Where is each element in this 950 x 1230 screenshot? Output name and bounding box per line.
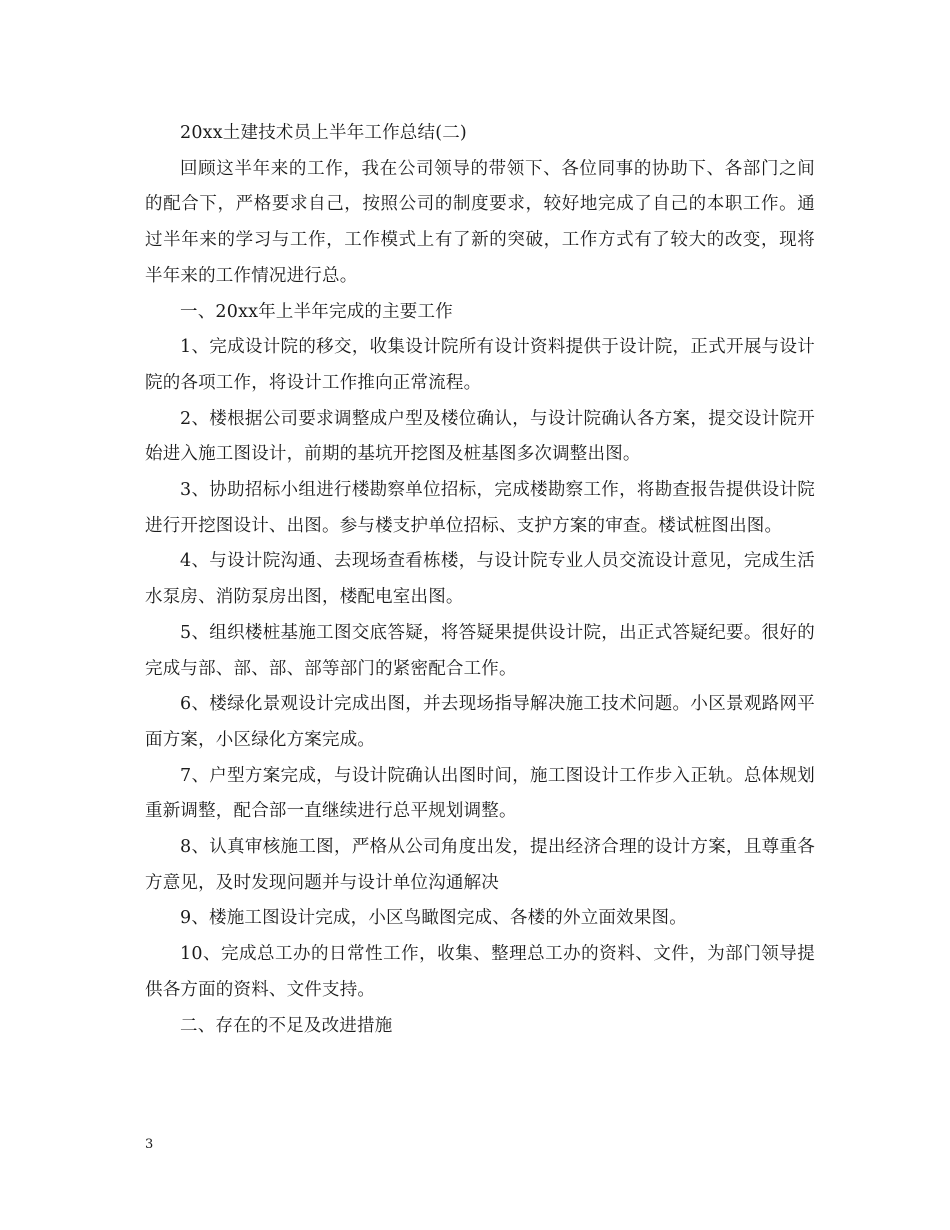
work-item-8: 8、认真审核施工图，严格从公司角度出发，提出经济合理的设计方案，且尊重各方意见，及时发现问题并与设计单位沟通解决: [145, 837, 815, 893]
work-item-4: 4、与设计院沟通、去现场查看栋楼，与设计院专业人员交流设计意见，完成生活水泵房、消防泵房出图，楼配电室出图。: [145, 551, 815, 608]
work-item-6: 6、楼绿化景观设计完成出图，并去现场指导解决施工技术问题。小区景观路网平面方案，小区绿化方案完成。: [145, 694, 815, 750]
work-item-7: 7、户型方案完成，与设计院确认出图时间，施工图设计工作步入正轨。总体规划重新调整，配合部一直继续进行总平规划调整。: [145, 765, 815, 822]
document-title: 20xx土建技术员上半年工作总结(二): [180, 123, 467, 143]
section-heading-shortcomings: 二、存在的不足及改进措施: [180, 1015, 393, 1036]
work-item-5: 5、组织楼桩基施工图交底答疑，将答疑果提供设计院，出正式答疑纪要。很好的完成与部、部、部、部等部门的紧密配合工作。: [145, 622, 815, 679]
intro-paragraph: 回顾这半年来的工作，我在公司领导的带领下、各位同事的协助下、各部门之间的配合下，严格要求自己，按照公司的制度要求，较好地完成了自己的本职工作。通过半年来的学习与工作，工作模式上有了新的突破，工作方式有了较大的改变，现将半年来的工作情况进行总。: [145, 158, 815, 286]
work-item-3: 3、协助招标小组进行楼勘察单位招标，完成楼勘察工作，将勘查报告提供设计院进行开挖图设计、出图。参与楼支护单位招标、支护方案的审查。楼试桩图出图。: [145, 480, 815, 536]
page-number: 3: [145, 1137, 154, 1152]
work-item-1: 1、完成设计院的移交，收集设计院所有设计资料提供于设计院，正式开展与设计院的各项工作，将设计工作推向正常流程。: [145, 337, 815, 393]
document-body: [145, 116, 815, 1044]
section-heading-main-work: 一、20xx年上半年完成的主要工作: [180, 301, 453, 322]
work-item-2: 2、楼根据公司要求调整成户型及楼位确认，与设计院确认各方案，提交设计院开始进入施工图设计，前期的基坑开挖图及桩基图多次调整出图。: [145, 408, 815, 465]
work-item-10: 10、完成总工办的日常性工作，收集、整理总工办的资料、文件，为部门领导提供各方面的资料、文件支持。: [145, 944, 815, 1000]
work-item-9: 9、楼施工图设计完成，小区鸟瞰图完成、各楼的外立面效果图。: [180, 908, 687, 929]
